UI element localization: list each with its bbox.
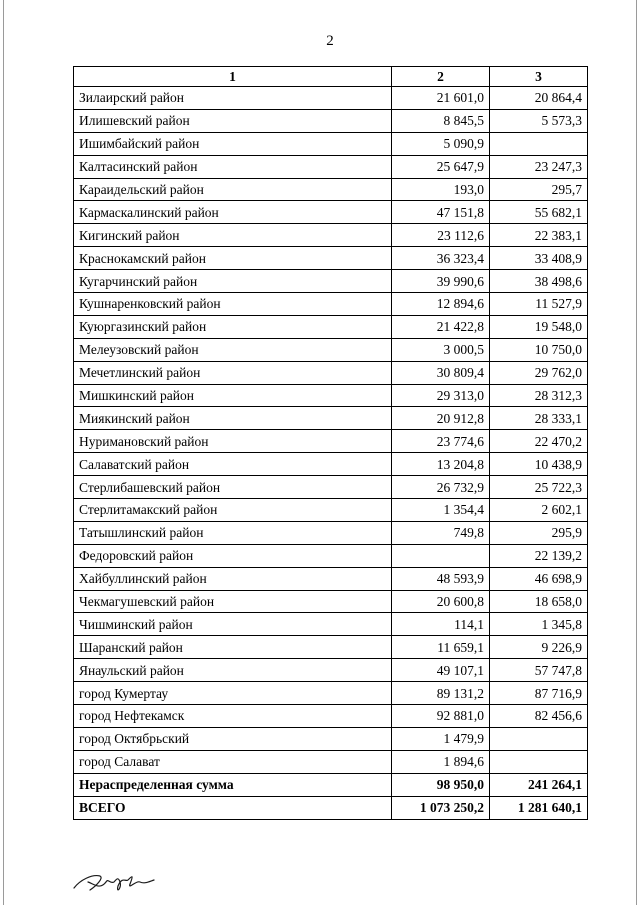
table-row: [74, 247, 588, 270]
value-col2-cell: 92 881,0: [392, 705, 490, 728]
region-name-cell: Кушнаренковский район: [74, 293, 392, 316]
value-col3-cell: 2 602,1: [490, 499, 588, 522]
region-name-cell: город Салават: [74, 750, 392, 773]
value-col2-cell: 1 073 250,2: [392, 796, 490, 819]
value-col3-cell: 18 658,0: [490, 590, 588, 613]
table-row: [74, 132, 588, 155]
region-name-cell: Шаранский район: [74, 636, 392, 659]
region-name-cell: город Нефтекамск: [74, 705, 392, 728]
value-col3-cell: 87 716,9: [490, 682, 588, 705]
table-row: [74, 338, 588, 361]
table-row: [74, 613, 588, 636]
value-col2-cell: 36 323,4: [392, 247, 490, 270]
table-row: [74, 521, 588, 544]
value-col3-cell: 295,9: [490, 521, 588, 544]
table-header-row: [74, 67, 588, 87]
value-col2-cell: 193,0: [392, 178, 490, 201]
value-col3-cell: 241 264,1: [490, 773, 588, 796]
value-col2-cell: 39 990,6: [392, 270, 490, 293]
value-col3-cell: 22 383,1: [490, 224, 588, 247]
page-number: 2: [326, 33, 334, 49]
region-name-cell: Чекмагушевский район: [74, 590, 392, 613]
table-row: [74, 750, 588, 773]
region-name-cell: Стерлибашевский район: [74, 476, 392, 499]
value-col2-cell: 23 774,6: [392, 430, 490, 453]
value-col2-cell: 47 151,8: [392, 201, 490, 224]
value-col2-cell: 21 601,0: [392, 87, 490, 110]
table-row: [74, 590, 588, 613]
region-name-cell: Федоровский район: [74, 544, 392, 567]
region-name-cell: ВСЕГО: [74, 796, 392, 819]
table-row: [74, 705, 588, 728]
table-row: [74, 178, 588, 201]
region-name-cell: Мечетлинский район: [74, 361, 392, 384]
column-header: 3: [490, 67, 588, 87]
region-name-cell: Нуримановский район: [74, 430, 392, 453]
region-name-cell: город Октябрьский: [74, 727, 392, 750]
value-col3-cell: 5 573,3: [490, 109, 588, 132]
value-col3-cell: [490, 727, 588, 750]
value-col3-cell: [490, 132, 588, 155]
value-col3-cell: 38 498,6: [490, 270, 588, 293]
region-name-cell: Зилаирский район: [74, 87, 392, 110]
value-col2-cell: 21 422,8: [392, 315, 490, 338]
value-col2-cell: 20 600,8: [392, 590, 490, 613]
region-name-cell: Татышлинский район: [74, 521, 392, 544]
value-col2-cell: 1 894,6: [392, 750, 490, 773]
table-row: [74, 682, 588, 705]
value-col3-cell: 57 747,8: [490, 659, 588, 682]
value-col3-cell: 20 864,4: [490, 87, 588, 110]
value-col3-cell: 22 470,2: [490, 430, 588, 453]
value-col2-cell: 1 354,4: [392, 499, 490, 522]
region-name-cell: Хайбуллинский район: [74, 567, 392, 590]
table-row: [74, 544, 588, 567]
table-row: [74, 476, 588, 499]
value-col3-cell: 28 333,1: [490, 407, 588, 430]
value-col2-cell: 13 204,8: [392, 453, 490, 476]
region-name-cell: Стерлитамакский район: [74, 499, 392, 522]
value-col3-cell: 10 438,9: [490, 453, 588, 476]
handwritten-signature: [70, 860, 160, 900]
value-col3-cell: [490, 750, 588, 773]
column-header: 2: [392, 67, 490, 87]
table-row: [74, 407, 588, 430]
value-col2-cell: 20 912,8: [392, 407, 490, 430]
value-col3-cell: 28 312,3: [490, 384, 588, 407]
region-name-cell: Куюргазинский район: [74, 315, 392, 338]
value-col2-cell: 98 950,0: [392, 773, 490, 796]
table-row: [74, 201, 588, 224]
value-col3-cell: 46 698,9: [490, 567, 588, 590]
table-body: [74, 87, 588, 820]
value-col3-cell: 82 456,6: [490, 705, 588, 728]
scan-edge-right: [636, 0, 637, 905]
table-row: [74, 453, 588, 476]
column-header: 1: [74, 67, 392, 87]
value-col2-cell: 12 894,6: [392, 293, 490, 316]
value-col2-cell: 29 313,0: [392, 384, 490, 407]
data-table: [73, 66, 588, 820]
region-name-cell: Кигинский район: [74, 224, 392, 247]
value-col2-cell: 48 593,9: [392, 567, 490, 590]
value-col2-cell: 23 112,6: [392, 224, 490, 247]
table-row: [74, 109, 588, 132]
value-col3-cell: 22 139,2: [490, 544, 588, 567]
table-row: [74, 567, 588, 590]
table-row: [74, 727, 588, 750]
table-row: [74, 87, 588, 110]
value-col2-cell: 25 647,9: [392, 155, 490, 178]
value-col3-cell: 1 281 640,1: [490, 796, 588, 819]
region-name-cell: Мишкинский район: [74, 384, 392, 407]
value-col2-cell: 8 845,5: [392, 109, 490, 132]
table-row: [74, 499, 588, 522]
value-col2-cell: 11 659,1: [392, 636, 490, 659]
region-name-cell: Калтасинский район: [74, 155, 392, 178]
value-col3-cell: 10 750,0: [490, 338, 588, 361]
value-col2-cell: 30 809,4: [392, 361, 490, 384]
region-name-cell: Янаульский район: [74, 659, 392, 682]
value-col2-cell: 26 732,9: [392, 476, 490, 499]
table-row: [74, 315, 588, 338]
value-col2-cell: 3 000,5: [392, 338, 490, 361]
region-name-cell: Мелеузовский район: [74, 338, 392, 361]
region-name-cell: Караидельский район: [74, 178, 392, 201]
region-name-cell: Ишимбайский район: [74, 132, 392, 155]
region-name-cell: Илишевский район: [74, 109, 392, 132]
region-name-cell: Кармаскалинский район: [74, 201, 392, 224]
value-col3-cell: 25 722,3: [490, 476, 588, 499]
value-col3-cell: 55 682,1: [490, 201, 588, 224]
value-col3-cell: 23 247,3: [490, 155, 588, 178]
region-name-cell: Нераспределенная сумма: [74, 773, 392, 796]
value-col3-cell: 19 548,0: [490, 315, 588, 338]
value-col2-cell: 114,1: [392, 613, 490, 636]
value-col3-cell: 295,7: [490, 178, 588, 201]
table-row: [74, 636, 588, 659]
region-name-cell: Кугарчинский район: [74, 270, 392, 293]
scan-edge-left: [3, 0, 4, 905]
value-col3-cell: 29 762,0: [490, 361, 588, 384]
value-col3-cell: 1 345,8: [490, 613, 588, 636]
value-col3-cell: 11 527,9: [490, 293, 588, 316]
table-total-row: [74, 773, 588, 796]
value-col3-cell: 33 408,9: [490, 247, 588, 270]
value-col2-cell: 1 479,9: [392, 727, 490, 750]
value-col2-cell: 5 090,9: [392, 132, 490, 155]
value-col2-cell: 89 131,2: [392, 682, 490, 705]
table-total-row: [74, 796, 588, 819]
table-row: [74, 270, 588, 293]
region-name-cell: Краснокамский район: [74, 247, 392, 270]
region-name-cell: Миякинский район: [74, 407, 392, 430]
region-name-cell: город Кумертау: [74, 682, 392, 705]
table-row: [74, 293, 588, 316]
value-col2-cell: 749,8: [392, 521, 490, 544]
table-row: [74, 659, 588, 682]
table-row: [74, 384, 588, 407]
region-name-cell: Салаватский район: [74, 453, 392, 476]
table-row: [74, 155, 588, 178]
value-col3-cell: 9 226,9: [490, 636, 588, 659]
table-row: [74, 224, 588, 247]
value-col2-cell: [392, 544, 490, 567]
table-row: [74, 361, 588, 384]
value-col2-cell: 49 107,1: [392, 659, 490, 682]
region-name-cell: Чишминский район: [74, 613, 392, 636]
table-row: [74, 430, 588, 453]
